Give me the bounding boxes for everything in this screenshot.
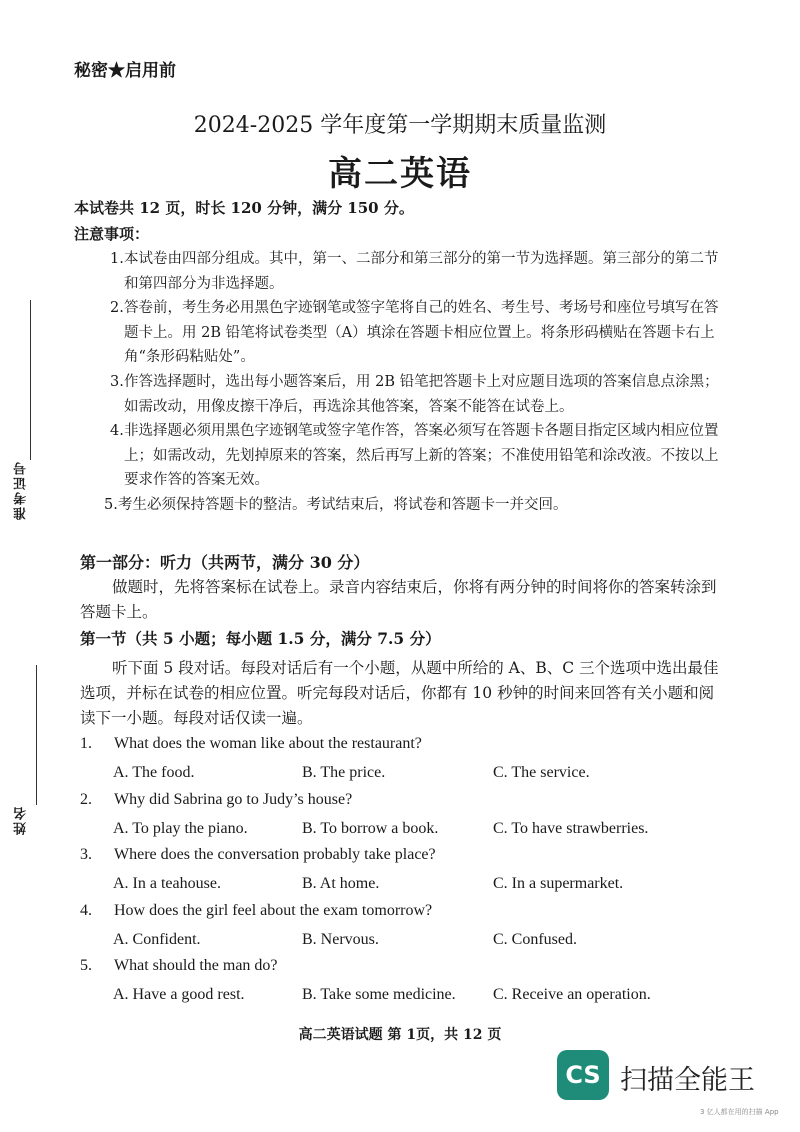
note-item [110, 296, 720, 370]
question-text: How does the girl feel about the exam tomorrow? [114, 901, 433, 919]
name-line [36, 665, 37, 805]
question-stem [80, 791, 352, 809]
watermark-brand: 扫描全能王 [620, 1065, 755, 1096]
question-item [80, 902, 720, 958]
question-text: Where does the conversation probably take place? [114, 846, 436, 863]
notes-heading: 注意事项： [74, 225, 150, 243]
paper-info: 本试卷共 12 页，时长 120 分钟，满分 150 分。 [74, 199, 414, 217]
option-b: B. Take some medicine. [302, 986, 456, 1003]
camscanner-logo-icon: CS [557, 1050, 609, 1100]
option-b: B. Nervous. [302, 930, 379, 948]
option-a: A. The food. [113, 764, 195, 781]
note-item [110, 247, 720, 296]
note-text: 本试卷由四部分组成。其中，第一、二部分和第三部分的第一节为选择题。第三部分的第二节和第四部分为非选择题。 [124, 251, 719, 292]
question-stem [80, 902, 432, 920]
question-number: 1. [80, 735, 92, 752]
option-c: C. Confused. [493, 930, 577, 948]
note-text: 非选择题必须用黑色字迹钢笔或签字笔作答，答案必须写在答题卡各题目指定区域内相应位置上；如需改动，先划掉原来的答案，然后再写上新的答案；不准使用铅笔和涂改液。不按以上要求作答的答案无效。 [124, 423, 719, 489]
note-number: 1. [110, 251, 124, 267]
question-number: 4. [80, 901, 92, 919]
section1-instruction: 听下面 5 段对话。每段对话后有一个小题，从题中所给的 A、B、C 三个选项中选出最佳选项，并标在试卷的相应位置。听完每段对话后，你都有 10 秒钟的时间来回答有关小题和阅读下一小题。每段对话仅读一遍。 [80, 659, 719, 727]
notes-list [104, 247, 720, 518]
note-number: 2. [110, 300, 124, 317]
option-c: C. In a supermarket. [493, 875, 624, 892]
note-item [110, 419, 720, 493]
option-a: A. In a teahouse. [113, 875, 221, 892]
name-label: 姓名 [14, 805, 29, 835]
question-stem [80, 735, 422, 753]
question-number: 2. [80, 790, 92, 808]
option-c: C. To have strawberries. [493, 819, 649, 837]
question-item [80, 957, 720, 1013]
question-item [80, 791, 720, 847]
option-b: B. At home. [302, 875, 380, 892]
note-item [104, 493, 720, 518]
note-item [110, 370, 720, 419]
option-c: C. Receive an operation. [493, 986, 651, 1003]
question-text: Why did Sabrina go to Judy’s house? [114, 790, 353, 808]
note-number: 4. [110, 423, 124, 440]
question-number: 3. [80, 846, 92, 863]
option-a: A. Confident. [113, 930, 201, 948]
page-footer: 高二英语试题 第 1页，共 12 页 [298, 1027, 502, 1043]
option-a: A. To play the piano. [113, 819, 248, 837]
question-stem [80, 846, 436, 864]
note-text: 答卷前，考生务必用黑色字迹钢笔或签字笔将自己的姓名、考生号、考场号和座位号填写在答题卡上。用 2B 铅笔将试卷类型（A）填涂在答题卡相应位置上。将条形码横贴在答题卡右上角“条形码粘贴处”。 [124, 300, 719, 366]
part1-heading: 第一部分：听力（共两节，满分 30 分） [80, 553, 370, 572]
question-number: 5. [80, 957, 92, 974]
section1-heading: 第一节（共 5 小题；每小题 1.5 分，满分 7.5 分） [80, 629, 441, 648]
question-list [80, 735, 720, 1013]
part1-instruction: 做题时，先将答案标在试卷上。录音内容结束后，你将有两分钟的时间将你的答案转涂到答题卡上。 [80, 578, 717, 621]
note-number: 3. [110, 373, 124, 390]
question-text: What does the woman like about the restaurant? [114, 735, 422, 752]
question-stem [80, 957, 278, 975]
option-b: B. To borrow a book. [302, 819, 439, 837]
exam-id-label: 准考证号 [14, 460, 29, 520]
note-number: 5. [104, 496, 118, 513]
option-b: B. The price. [302, 764, 386, 781]
subject-title: 高二英语 [328, 154, 472, 194]
exam-title: 2024-2025 学年度第一学期期末质量监测 [193, 113, 607, 138]
note-text: 作答选择题时，选出每小题答案后，用 2B 铅笔把答题卡上对应题目选项的答案信息点涂黑；如需改动，用像皮擦干净后，再选涂其他答案，答案不能答在试卷上。 [124, 373, 719, 415]
question-text: What should the man do? [114, 957, 278, 974]
exam-id-line [30, 300, 31, 460]
note-text: 考生必须保持答题卡的整洁。考试结束后，将试卷和答题卡一并交回。 [118, 496, 568, 513]
confidential-label: 秘密★启用前 [74, 61, 176, 81]
option-a: A. Have a good rest. [113, 986, 245, 1003]
question-item [80, 846, 720, 902]
question-item [80, 735, 720, 791]
option-c: C. The service. [493, 764, 590, 781]
watermark-tagline: 3 亿人都在用的扫描 App [700, 1108, 779, 1116]
